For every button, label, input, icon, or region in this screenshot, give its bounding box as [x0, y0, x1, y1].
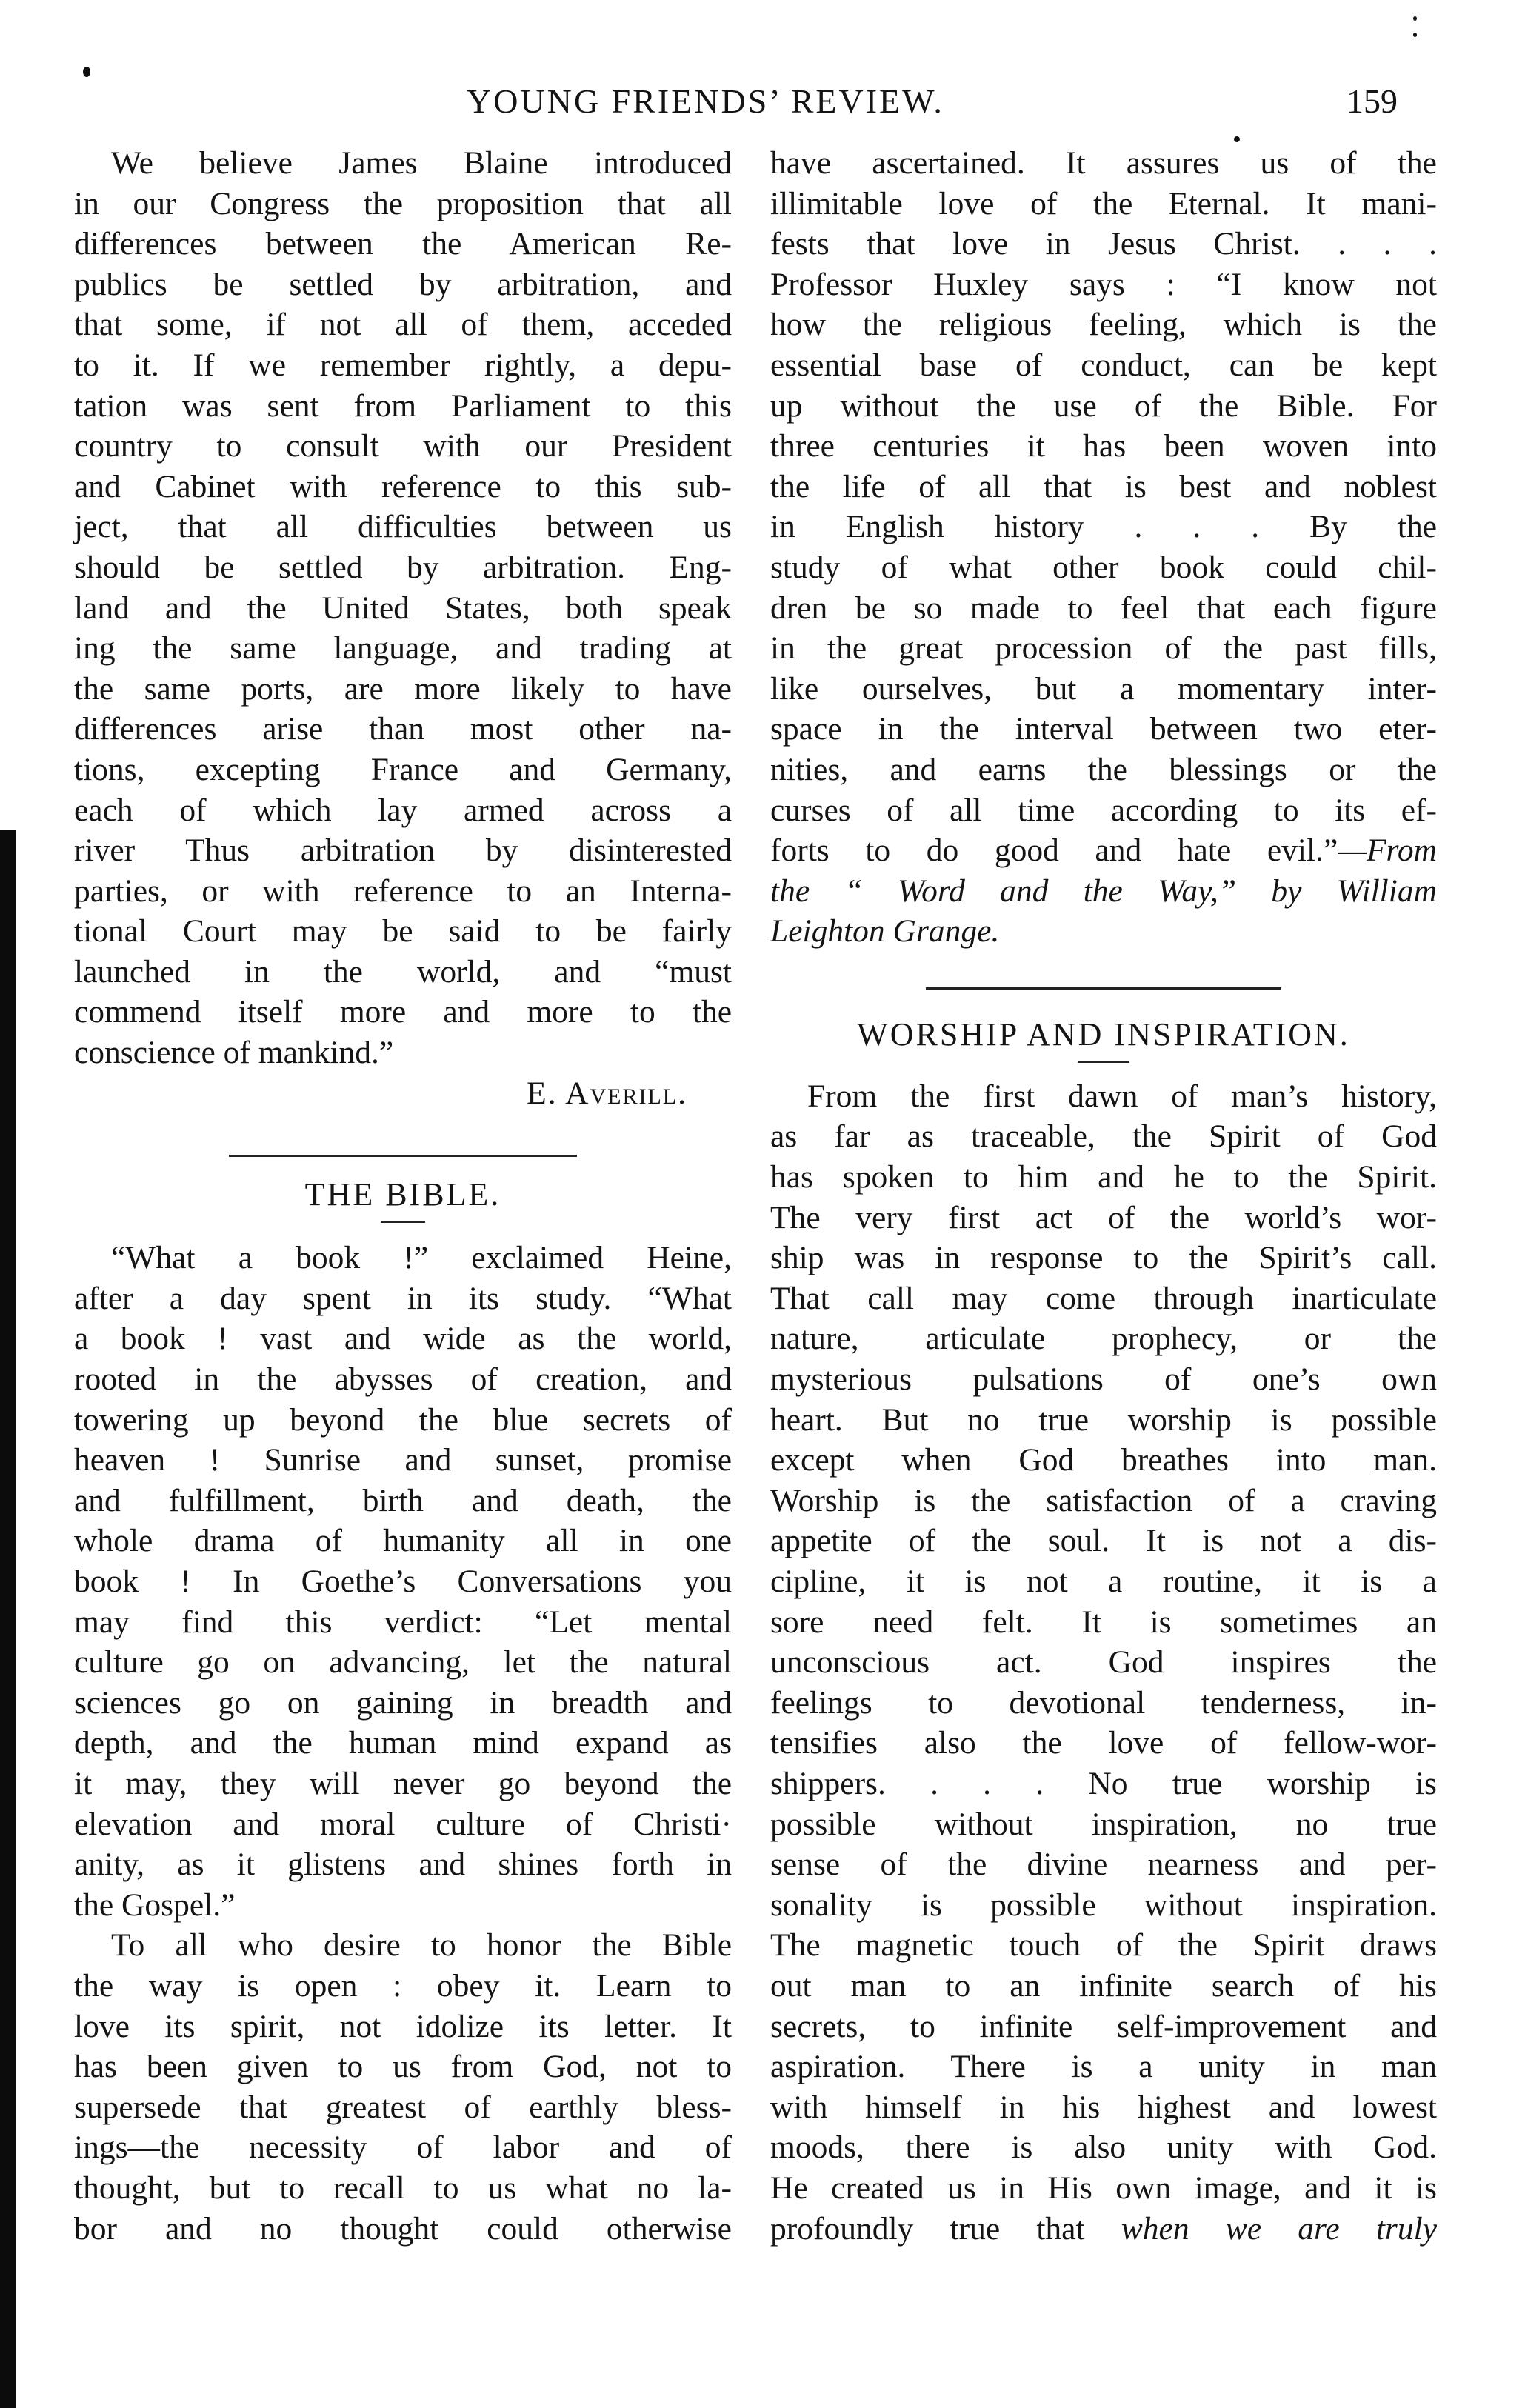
article-line: with himself in his highest and lowest [770, 2089, 1437, 2125]
article-line: heart. But no true worship is possible [770, 1401, 1437, 1438]
article-line: ings—the necessity of labor and of [74, 2129, 732, 2166]
article-line: the way is open : obey it. Learn to [74, 1967, 732, 2004]
article-line: the life of all that is best and noblest [770, 468, 1437, 504]
right-column [770, 143, 1437, 2249]
article-line: The very first act of the world’s wor- [770, 1199, 1437, 1235]
ink-speck [1413, 16, 1417, 21]
article-line: study of what other book could chil- [770, 549, 1437, 585]
article-line: supersede that greatest of earthly bless- [74, 2089, 732, 2125]
bible-article [74, 1169, 732, 2249]
attribution-line: forts to do good and hate evil.”—From [770, 833, 1437, 869]
article-line: secrets, to infinite self-improvement and [770, 2008, 1437, 2044]
article-line: towering up beyond the blue secrets of [74, 1401, 732, 1438]
article-line: and fulfillment, birth and death, the [74, 1482, 732, 1518]
article-line: should be settled by arbitration. Eng- [74, 549, 732, 585]
article-line: ject, that all difficulties between us [74, 509, 732, 545]
author-signature: E. Averill. [527, 1075, 687, 1111]
article-line: tional Court may be said to be fairly [74, 913, 732, 950]
article-line: it may, they will never go beyond the [74, 1765, 732, 1801]
article-line: moods, there is also unity with God. [770, 2129, 1437, 2166]
section-title-bible: THE BIBLE. [304, 1176, 501, 1213]
attribution-line: Leighton Grange. [770, 913, 1000, 950]
article-line: shippers. . . . No true worship is [770, 1765, 1437, 1801]
article-line: “What a book !” exclaimed Heine, [111, 1240, 732, 1276]
article-line: Worship is the satisfaction of a craving [770, 1482, 1437, 1518]
article-line: unconscious act. God inspires the [770, 1644, 1437, 1681]
article-line: appetite of the soul. It is not a dis- [770, 1523, 1437, 1559]
article-line: sore need felt. It is sometimes an [770, 1604, 1437, 1640]
running-head [0, 74, 1525, 141]
article-line: sciences go on gaining in breadth and [74, 1684, 732, 1721]
article-line: culture go on advancing, let the natural [74, 1644, 732, 1681]
article-line: country to consult with our President [74, 428, 732, 464]
article-line: tation was sent from Parliament to this [74, 387, 732, 424]
article-line: thought, but to recall to us what no la- [74, 2169, 732, 2206]
bible-article-continued [770, 143, 1437, 952]
article-line: sonality is possible without inspiration. [770, 1887, 1437, 1923]
article-line: To all who desire to honor the Bible [111, 1927, 732, 1964]
article-line: like ourselves, but a momentary inter- [770, 670, 1437, 707]
article-line: nities, and earns the blessings or the [770, 751, 1437, 787]
article-line: tensifies also the love of fellow-wor- [770, 1725, 1437, 1761]
article-line: dren be so made to feel that each figure [770, 590, 1437, 626]
article-line: sense of the divine nearness and per- [770, 1847, 1437, 1883]
article-line: three centuries it has been woven into [770, 428, 1437, 464]
article-line: out man to an infinite search of his [770, 1967, 1437, 2004]
article-line: cipline, it is not a routine, it is a [770, 1564, 1437, 1599]
article-line: The magnetic touch of the Spirit draws [770, 1927, 1437, 1964]
article-line: tions, excepting France and Germany, [74, 751, 732, 787]
article-line: has been given to us from God, not to [74, 2049, 732, 2085]
article-line: rooted in the abysses of creation, and [74, 1361, 732, 1398]
arbitration-article [74, 143, 732, 1113]
article-line: That call may come through inarticulate [770, 1280, 1437, 1316]
article-line: Professor Huxley says : “I know not [770, 266, 1437, 302]
binding-shadow [0, 830, 16, 2408]
article-line: illimitable love of the Eternal. It mani- [770, 185, 1437, 221]
article-line: in the great procession of the past fills, [770, 630, 1437, 667]
article-line: river Thus arbitration by disinterested [74, 833, 732, 869]
article-line: has spoken to him and he to the Spirit. [770, 1159, 1437, 1195]
article-line: bor and no thought could otherwise [74, 2210, 732, 2247]
article-line: land and the United States, both speak [74, 590, 732, 626]
article-line: the Gospel.” [74, 1887, 236, 1923]
article-line: aspiration. There is a unity in man [770, 2049, 1437, 2085]
article-line: may find this verdict: “Let mental [74, 1604, 732, 1640]
ink-speck [1413, 33, 1417, 37]
article-line: essential base of conduct, can be kept [770, 347, 1437, 383]
article-line: book ! In Goethe’s Conversations you [74, 1564, 732, 1599]
article-line: fests that love in Jesus Christ. . . . [770, 226, 1437, 262]
article-line: mysterious pulsations of one’s own [770, 1361, 1437, 1398]
article-line: heaven ! Sunrise and sunset, promise [74, 1442, 732, 1478]
left-column [74, 143, 732, 2249]
article-line: possible without inspiration, no true [770, 1806, 1437, 1842]
article-line: a book ! vast and wide as the world, [74, 1321, 732, 1357]
journal-title: YOUNG FRIENDS’ REVIEW. [467, 82, 944, 120]
worship-article [770, 1009, 1437, 2249]
article-line: depth, and the human mind expand as [74, 1725, 732, 1761]
page-number: 159 [1347, 82, 1398, 120]
article-line: after a day spent in its study. “What [74, 1280, 732, 1316]
article-line: in English history . . . By the [770, 509, 1437, 545]
article-line: From the first dawn of man’s history, [807, 1078, 1437, 1114]
article-line: have ascertained. It assures us of the [770, 145, 1437, 181]
article-line: whole drama of humanity all in one [74, 1523, 732, 1559]
article-line: publics be settled by arbitration, and [74, 266, 732, 302]
article-line: love its spirit, not idolize its letter. It [74, 2008, 732, 2044]
article-line: conscience of mankind.” [74, 1035, 394, 1071]
article-line: parties, or with reference to an Interna- [74, 873, 732, 909]
article-line: feelings to devotional tenderness, in- [770, 1684, 1437, 1721]
article-line: how the religious feeling, which is the [770, 307, 1437, 343]
article-line: ship was in response to the Spirit’s call. [770, 1240, 1437, 1276]
article-line: each of which lay armed across a [74, 792, 732, 828]
article-line: to it. If we remember rightly, a depu- [74, 347, 732, 383]
article-line: up without the use of the Bible. For [770, 387, 1437, 424]
attribution-line: the “ Word and the Way,” by William [770, 873, 1437, 909]
article-line: differences between the American Re- [74, 226, 732, 262]
article-line: commend itself more and more to the [74, 994, 732, 1030]
article-line: nature, articulate prophecy, or the [770, 1321, 1437, 1357]
article-line: that some, if not all of them, acceded [74, 307, 732, 343]
article-line: the same ports, are more likely to have [74, 670, 732, 707]
article-line: launched in the world, and “must [74, 953, 732, 990]
article-line: in our Congress the proposition that all [74, 185, 732, 221]
article-line: space in the interval between two eter- [770, 711, 1437, 747]
article-line: elevation and moral culture of Christi· [74, 1806, 732, 1842]
article-line: He created us in His own image, and it is [770, 2169, 1437, 2206]
article-line: as far as traceable, the Spirit of God [770, 1118, 1437, 1155]
article-line: differences arise than most other na- [74, 711, 732, 747]
article-line: We believe James Blaine introduced [111, 145, 732, 181]
section-title-worship: WORSHIP AND INSPIRATION. [857, 1015, 1350, 1053]
article-line: profoundly true that when we are truly [770, 2210, 1437, 2247]
article-line: and Cabinet with reference to this sub- [74, 468, 732, 504]
article-line: except when God breathes into man. [770, 1442, 1437, 1478]
article-line: anity, as it glistens and shines forth in [74, 1847, 732, 1883]
article-line: curses of all time according to its ef- [770, 792, 1437, 828]
article-line: ing the same language, and trading at [74, 630, 732, 667]
